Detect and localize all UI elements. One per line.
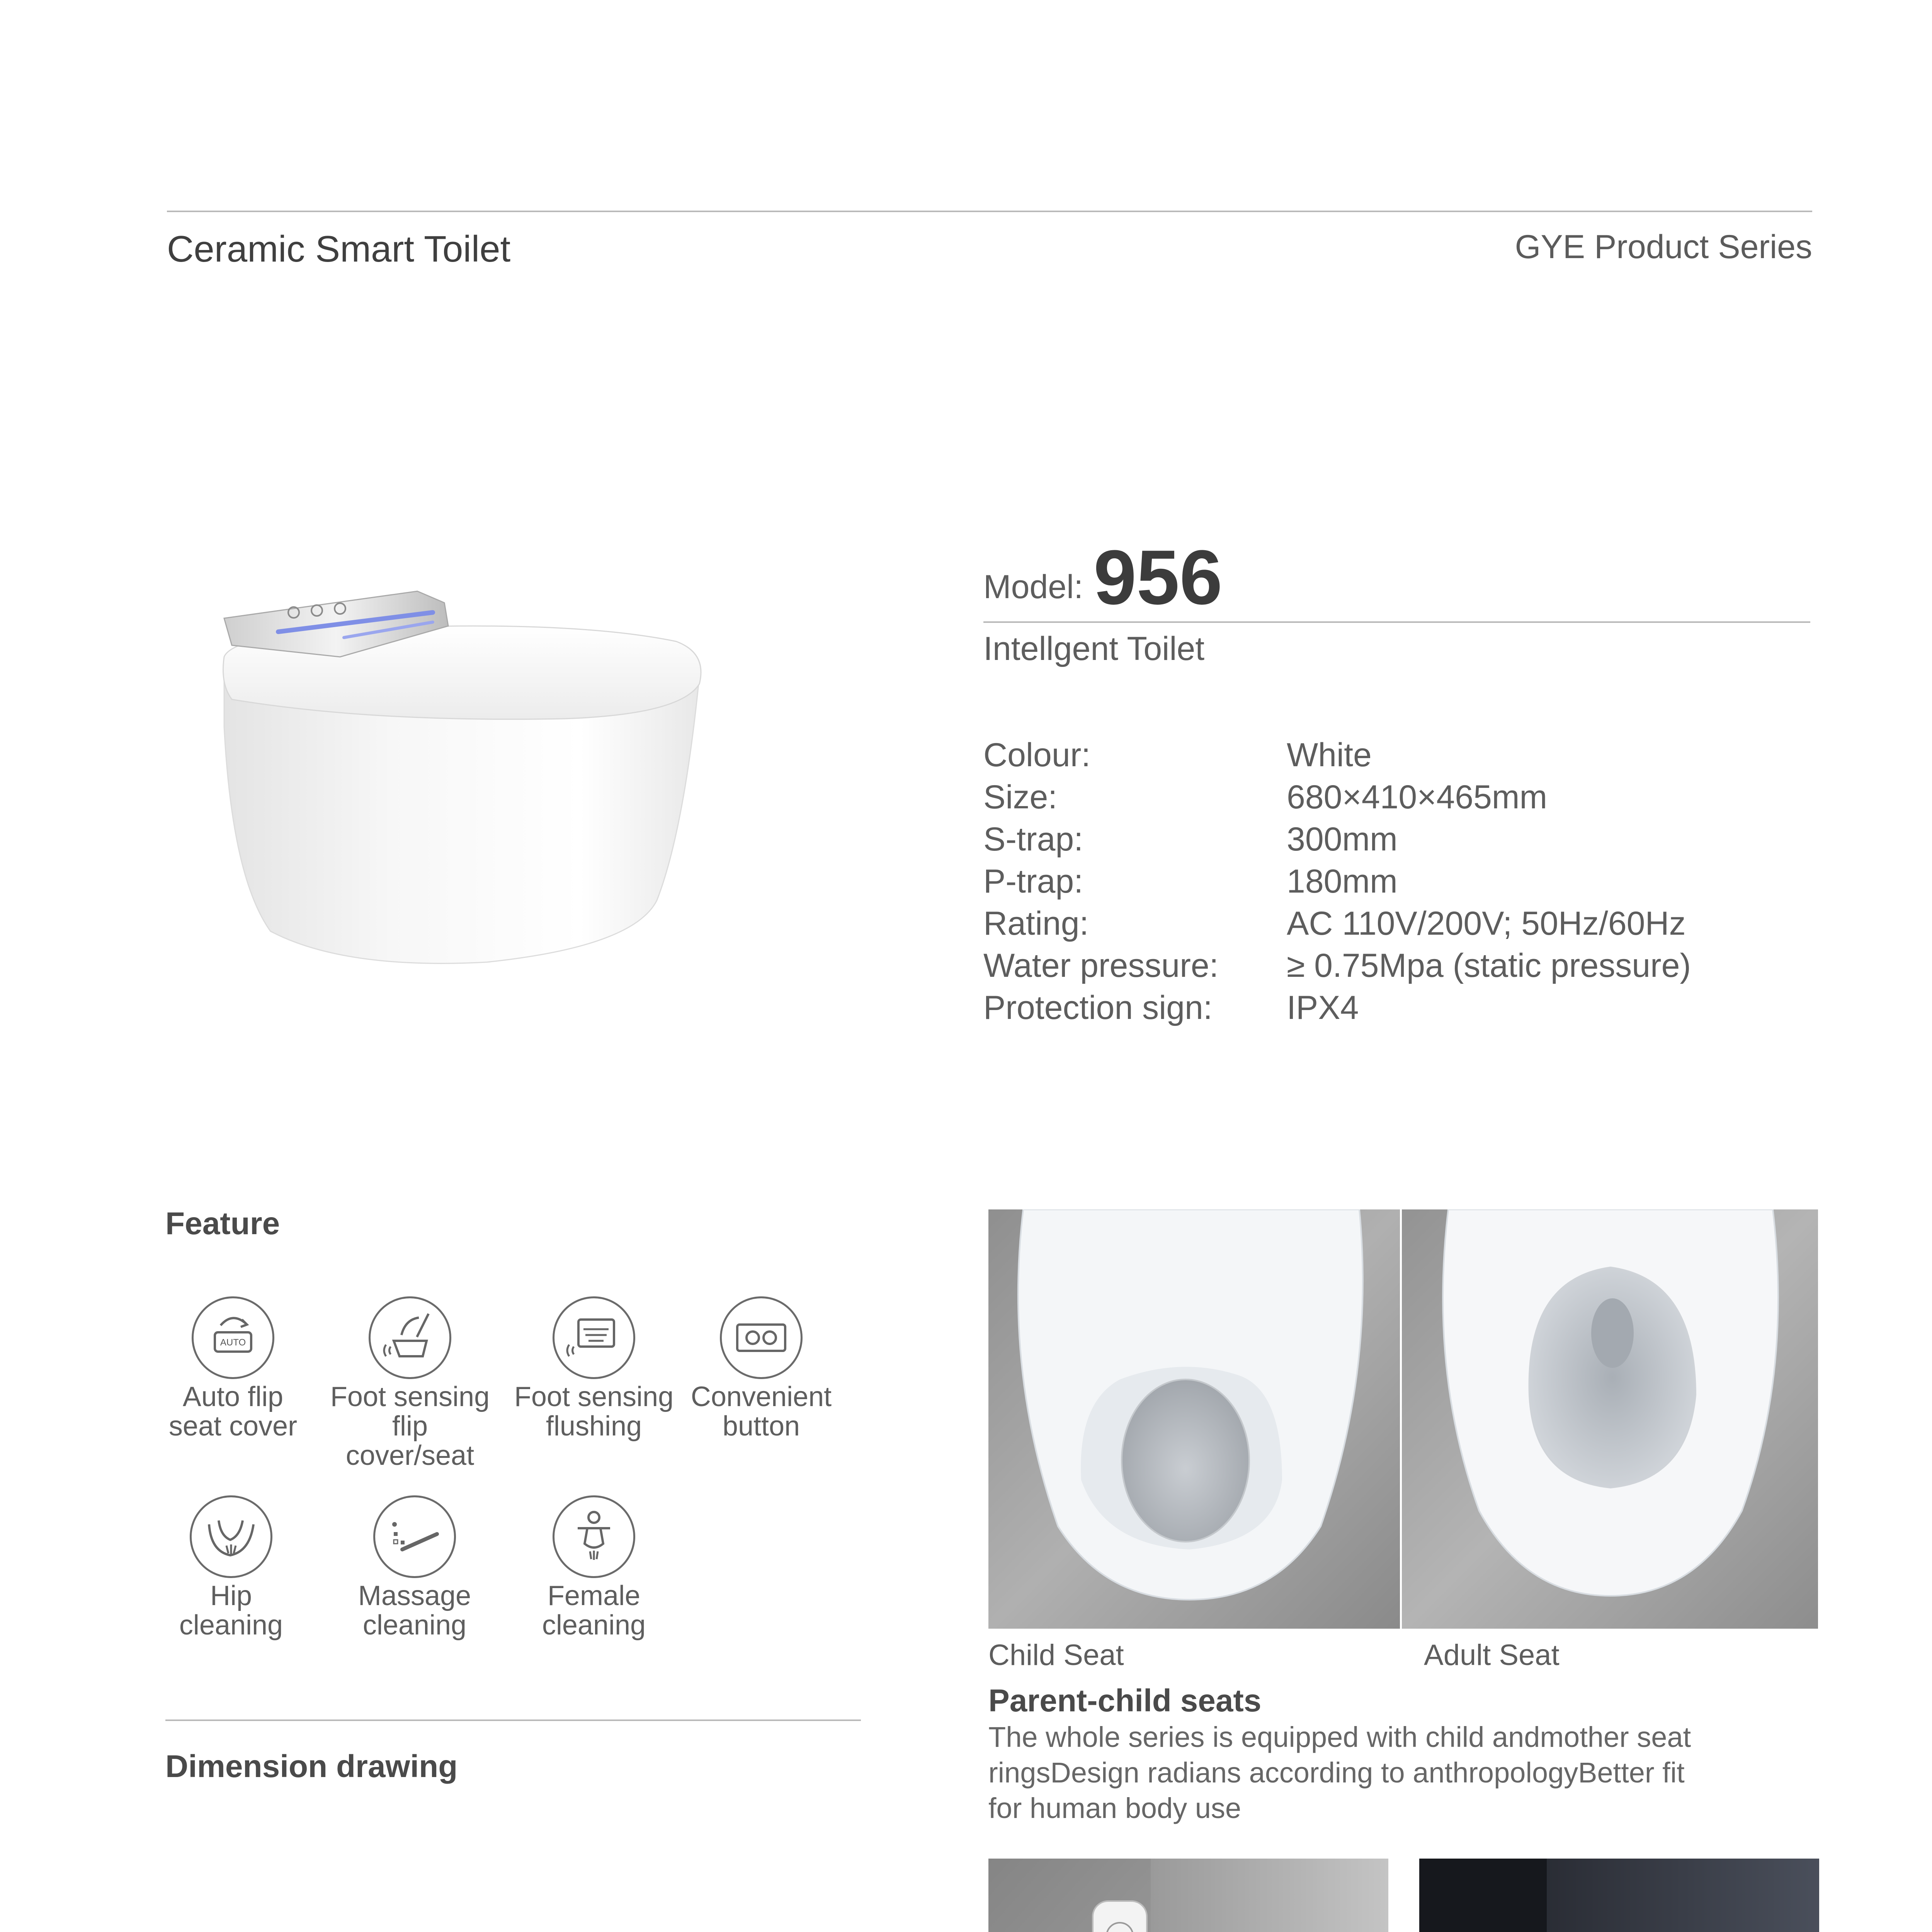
feature-hip-cleaning	[148, 1495, 314, 1640]
spec-value: ≥ 0.75Mpa (static pressure)	[1287, 947, 1691, 984]
feature-convenient-button	[678, 1296, 844, 1441]
product-series: GYE Product Series	[1515, 228, 1812, 265]
model-label: Model:	[983, 568, 1083, 605]
night-lighting-photo	[1419, 1859, 1819, 1932]
spec-key: Colour:	[983, 736, 1091, 774]
feature-label: Foot sensing flip cover/seat	[330, 1381, 490, 1471]
massage-cleaning-icon	[373, 1495, 456, 1578]
spec-value: 680×410×465mm	[1287, 779, 1548, 816]
spec-value: White	[1287, 736, 1372, 774]
feature-divider	[165, 1719, 861, 1721]
auto-flip-icon	[192, 1296, 274, 1379]
adult-seat-caption: Adult Seat	[1424, 1639, 1560, 1672]
child-seat-photo	[988, 1209, 1400, 1629]
hip-cleaning-icon	[190, 1495, 272, 1578]
spec-value: AC 110V/200V; 50Hz/60Hz	[1287, 905, 1686, 942]
feature-foot-sensing-flushing	[511, 1296, 677, 1441]
feature-label: Foot sensing flushing	[514, 1381, 674, 1442]
feature-title: Feature	[165, 1206, 280, 1241]
feature-foot-sensing-flip	[327, 1296, 493, 1470]
spec-key: Protection sign:	[983, 989, 1213, 1026]
spec-value: IPX4	[1287, 989, 1359, 1026]
foot-sensing-flip-icon	[369, 1296, 451, 1379]
feature-massage-cleaning	[332, 1495, 498, 1640]
model-number: 956	[1094, 534, 1223, 621]
parent-child-seats-title: Parent-child seats	[988, 1683, 1262, 1718]
feature-female-cleaning	[511, 1495, 677, 1640]
spec-value: 180mm	[1287, 863, 1398, 900]
child-seat-caption: Child Seat	[988, 1639, 1124, 1672]
spec-key: Rating:	[983, 905, 1089, 942]
spec-value: 300mm	[1287, 821, 1398, 858]
auto-badge: AUTO	[220, 1337, 246, 1348]
feature-label: Auto flip seat cover	[168, 1381, 298, 1442]
product-photo	[216, 560, 711, 985]
model-subtitle: Intellgent Toilet	[983, 630, 1205, 667]
feature-auto-flip	[150, 1296, 316, 1441]
button-icon	[720, 1296, 803, 1379]
spec-key: P-trap:	[983, 863, 1083, 900]
feature-label: Female cleaning	[542, 1580, 646, 1641]
header-rule	[167, 211, 1812, 212]
feature-label: Convenient button	[690, 1381, 832, 1442]
spec-key: Water pressure:	[983, 947, 1219, 984]
spec-key: Size:	[983, 779, 1058, 816]
feature-label: Massage cleaning	[358, 1580, 471, 1641]
foot-sensing-flush-icon	[553, 1296, 635, 1379]
side-button-photo	[988, 1859, 1388, 1932]
page-title: Ceramic Smart Toilet	[167, 228, 511, 270]
female-cleaning-icon	[553, 1495, 635, 1578]
feature-label: Hip cleaning	[179, 1580, 283, 1641]
dimension-title: Dimension drawing	[165, 1749, 458, 1784]
spec-key: S-trap:	[983, 821, 1083, 858]
parent-child-seats-description: The whole series is equipped with child andmother seat ringsDesign radians according to anthropologyBetter fit for human body use	[988, 1721, 1691, 1824]
model-rule	[983, 621, 1810, 623]
adult-seat-photo	[1402, 1209, 1818, 1629]
